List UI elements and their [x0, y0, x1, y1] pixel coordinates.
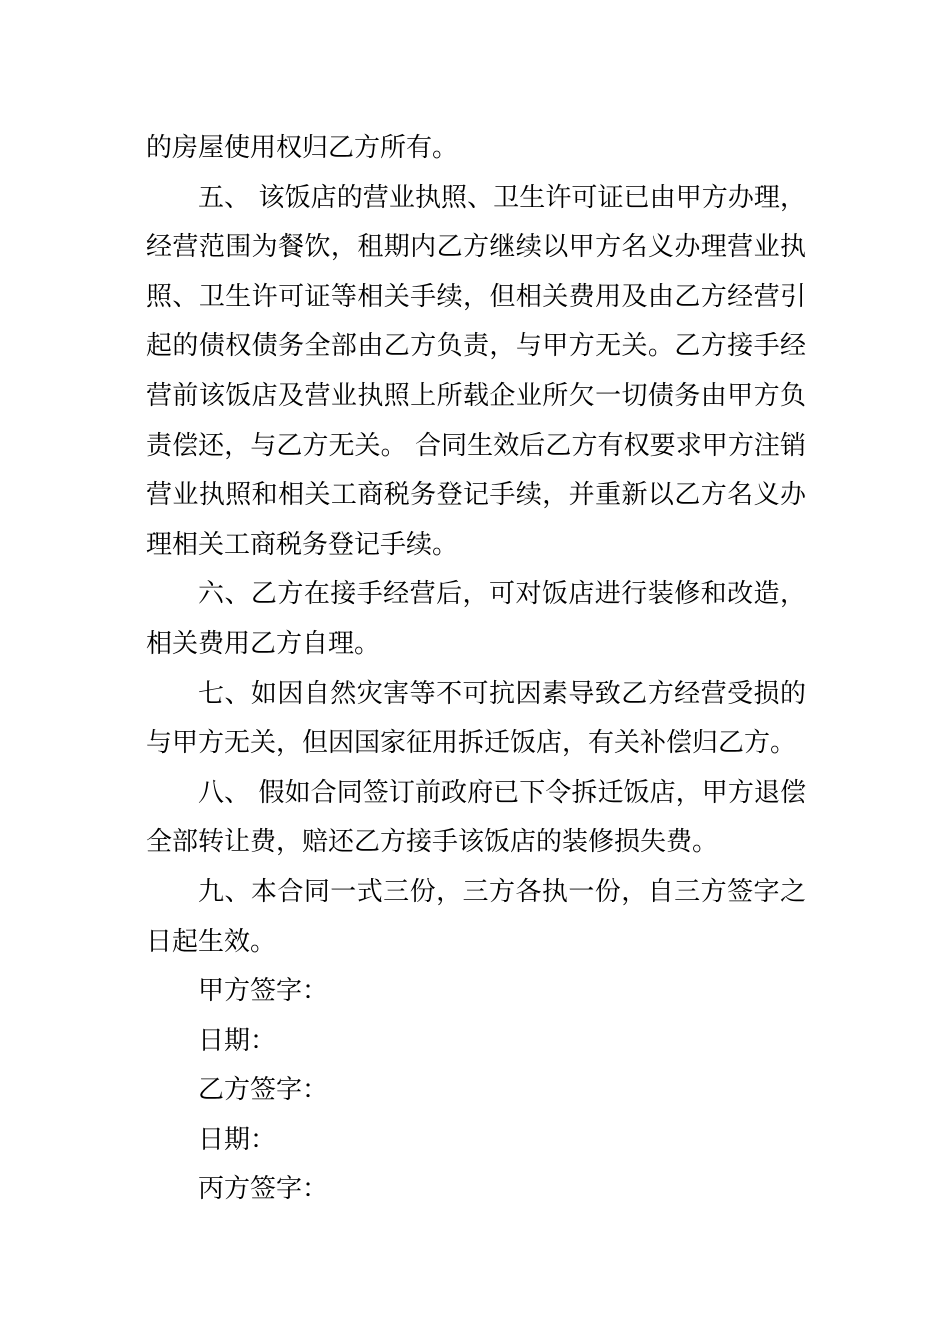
text-line [146, 372, 806, 422]
line-text: 八、 假如合同签订前政府已下令拆迁饭店，甲方退偿 [198, 777, 806, 808]
line-text: 日期： [198, 1025, 277, 1056]
party-a-date-label [146, 1017, 806, 1067]
text-line [146, 818, 806, 868]
line-text: 责偿还，与乙方无关。 合同生效后乙方有权要求甲方注销 [146, 430, 806, 461]
line-text: 营业执照和相关工商税务登记手续，并重新以乙方名义办 [146, 480, 806, 511]
text-line [146, 918, 806, 968]
clause-9-line [146, 868, 806, 918]
text-line [146, 620, 806, 670]
line-text: 营前该饭店及营业执照上所载企业所欠一切债务由甲方负 [146, 380, 806, 411]
line-text: 经营范围为餐饮，租期内乙方继续以甲方名义办理营业执 [146, 232, 806, 263]
line-text: 六、乙方在接手经营后，可对饭店进行装修和改造， [198, 579, 806, 610]
line-text: 丙方签字： [198, 1174, 329, 1205]
party-b-signature-label [146, 1066, 806, 1116]
text-line [146, 521, 806, 571]
line-text: 乙方签字： [198, 1075, 329, 1106]
party-c-signature-label [146, 1165, 806, 1215]
text-line [146, 719, 806, 769]
line-text: 日期： [198, 1124, 277, 1155]
line-text: 与甲方无关，但因国家征用拆迁饭店，有关补偿归乙方。 [146, 728, 797, 759]
text-line [146, 471, 806, 521]
text-line [146, 124, 806, 174]
line-text: 七、如因自然灾害等不可抗因素导致乙方经营受损的 [198, 678, 806, 709]
party-b-date-label [146, 1116, 806, 1166]
clause-5-line [146, 174, 806, 224]
line-text: 全部转让费，赔还乙方接手该饭店的装修损失费。 [146, 827, 719, 858]
line-text: 日起生效。 [146, 926, 277, 957]
line-text: 五、 该饭店的营业执照、卫生许可证已由甲方办理， [198, 182, 806, 213]
line-text: 甲方签字： [198, 976, 329, 1007]
text-line [146, 322, 806, 372]
line-text: 照、卫生许可证等相关手续，但相关费用及由乙方经营引 [146, 281, 806, 312]
line-text: 九、本合同一式三份，三方各执一份，自三方签字之 [198, 876, 806, 907]
text-line [146, 223, 806, 273]
line-text: 起的债权债务全部由乙方负责，与甲方无关。乙方接手经 [146, 331, 806, 362]
clause-6-line [146, 570, 806, 620]
text-line [146, 422, 806, 472]
line-text: 理相关工商税务登记手续。 [146, 529, 459, 560]
line-text: 相关费用乙方自理。 [146, 628, 381, 659]
line-text: 的房屋使用权归乙方所有。 [146, 133, 459, 163]
party-a-signature-label [146, 967, 806, 1017]
text-line [146, 273, 806, 323]
clause-7-line [146, 670, 806, 720]
clause-8-line [146, 769, 806, 819]
document-page [146, 124, 806, 1215]
